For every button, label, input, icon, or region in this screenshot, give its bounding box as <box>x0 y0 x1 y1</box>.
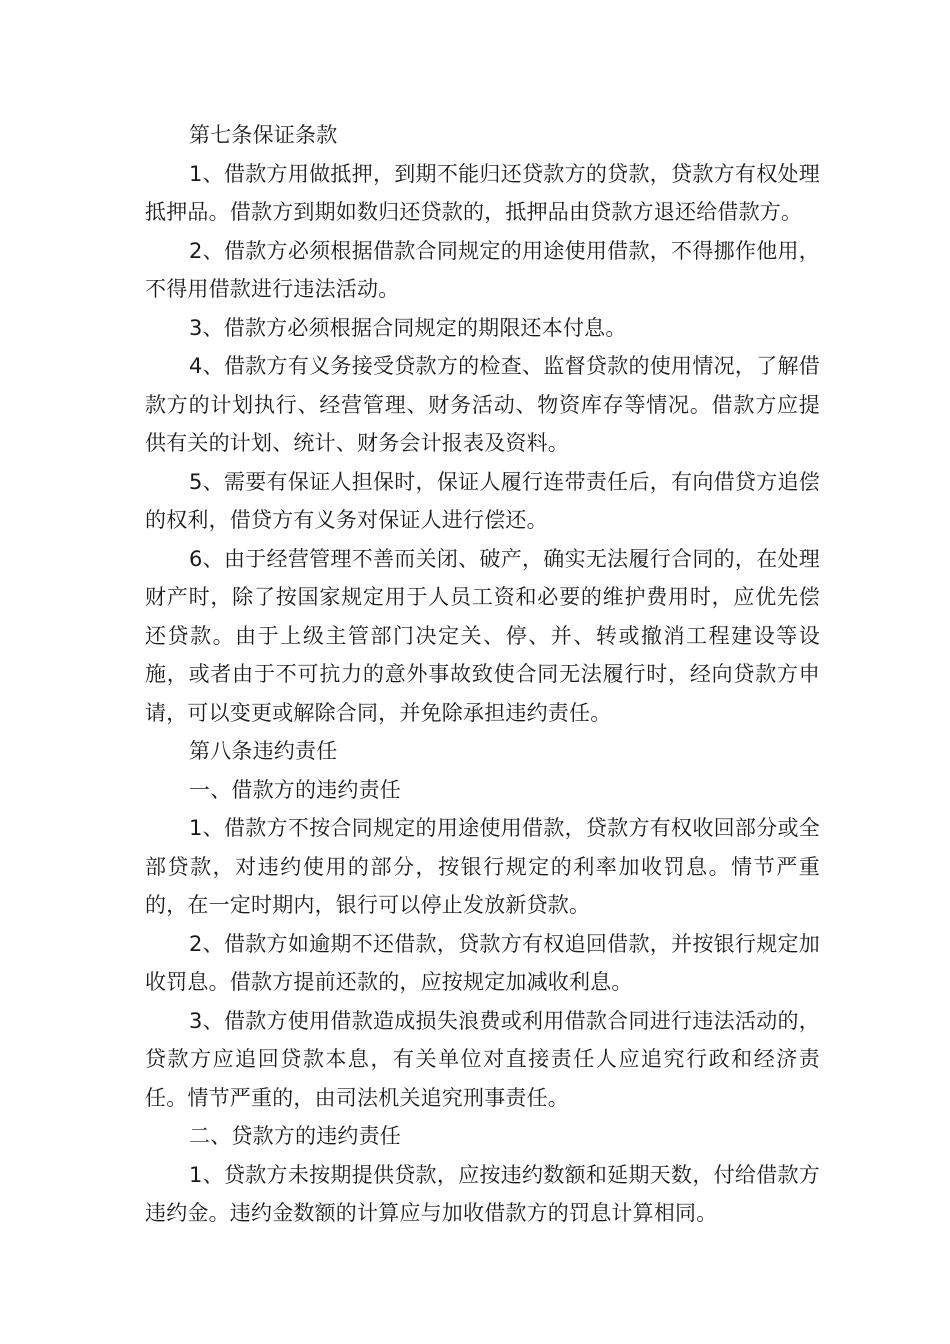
paragraph: 6、由于经营管理不善而关闭、破产，确实无法履行合同的，在处理财产时，除了按国家规定用于人员工资和必要的维护费用时，应优先偿还贷款。由于上级主管部门决定关、停、并、转或撤消工程建设等设施，或者由于不可抗力的意外事故致使合同无法履行时，经向贷款方申请，可以变更或解除合同，并免除承担违约责任。 <box>145 546 820 725</box>
paragraph: 3、借款方使用借款造成损失浪费或利用借款合同进行违法活动的，贷款方应追回贷款本息，有关单位对直接责任人应追究行政和经济责任。情节严重的，由司法机关追究刑事责任。 <box>145 1008 820 1110</box>
paragraph: 5、需要有保证人担保时，保证人履行连带责任后，有向借贷方追偿的权利，借贷方有义务对保证人进行偿还。 <box>145 469 820 532</box>
document-body <box>145 116 820 1233</box>
paragraph: 4、借款方有义务接受贷款方的检查、监督贷款的使用情况，了解借款方的计划执行、经营管理、财务活动、物资库存等情况。借款方应提供有关的计划、统计、财务会计报表及资料。 <box>145 354 820 455</box>
subsection-heading-borrower: 一、借款方的违约责任 <box>189 777 401 802</box>
paragraph: 2、借款方如逾期不还借款，贷款方有权追回借款，并按银行规定加收罚息。借款方提前还款的，应按规定加减收利息。 <box>145 931 820 994</box>
paragraph: 1、贷款方未按期提供贷款，应按违约数额和延期天数，付给借款方违约金。违约金数额的计算应与加收借款方的罚息计算相同。 <box>145 1162 820 1225</box>
paragraph: 1、借款方用做抵押，到期不能归还贷款方的贷款，贷款方有权处理抵押品。借款方到期如数归还贷款的，抵押品由贷款方退还给借款方。 <box>145 161 820 224</box>
section-heading-article-8: 第八条违约责任 <box>189 739 338 763</box>
subsection-heading-lender: 二、贷款方的违约责任 <box>189 1124 401 1148</box>
paragraph: 2、借款方必须根据借款合同规定的用途使用借款，不得挪作他用，不得用借款进行违法活动。 <box>145 238 820 301</box>
paragraph: 1、借款方不按合同规定的用途使用借款，贷款方有权收回部分或全部贷款，对违约使用的部分，按银行规定的利率加收罚息。情节严重的，在一定时期内，银行可以停止发放新贷款。 <box>145 816 820 917</box>
section-heading-article-7: 第七条保证条款 <box>189 123 338 147</box>
paragraph: 3、借款方必须根据合同规定的期限还本付息。 <box>189 315 627 340</box>
